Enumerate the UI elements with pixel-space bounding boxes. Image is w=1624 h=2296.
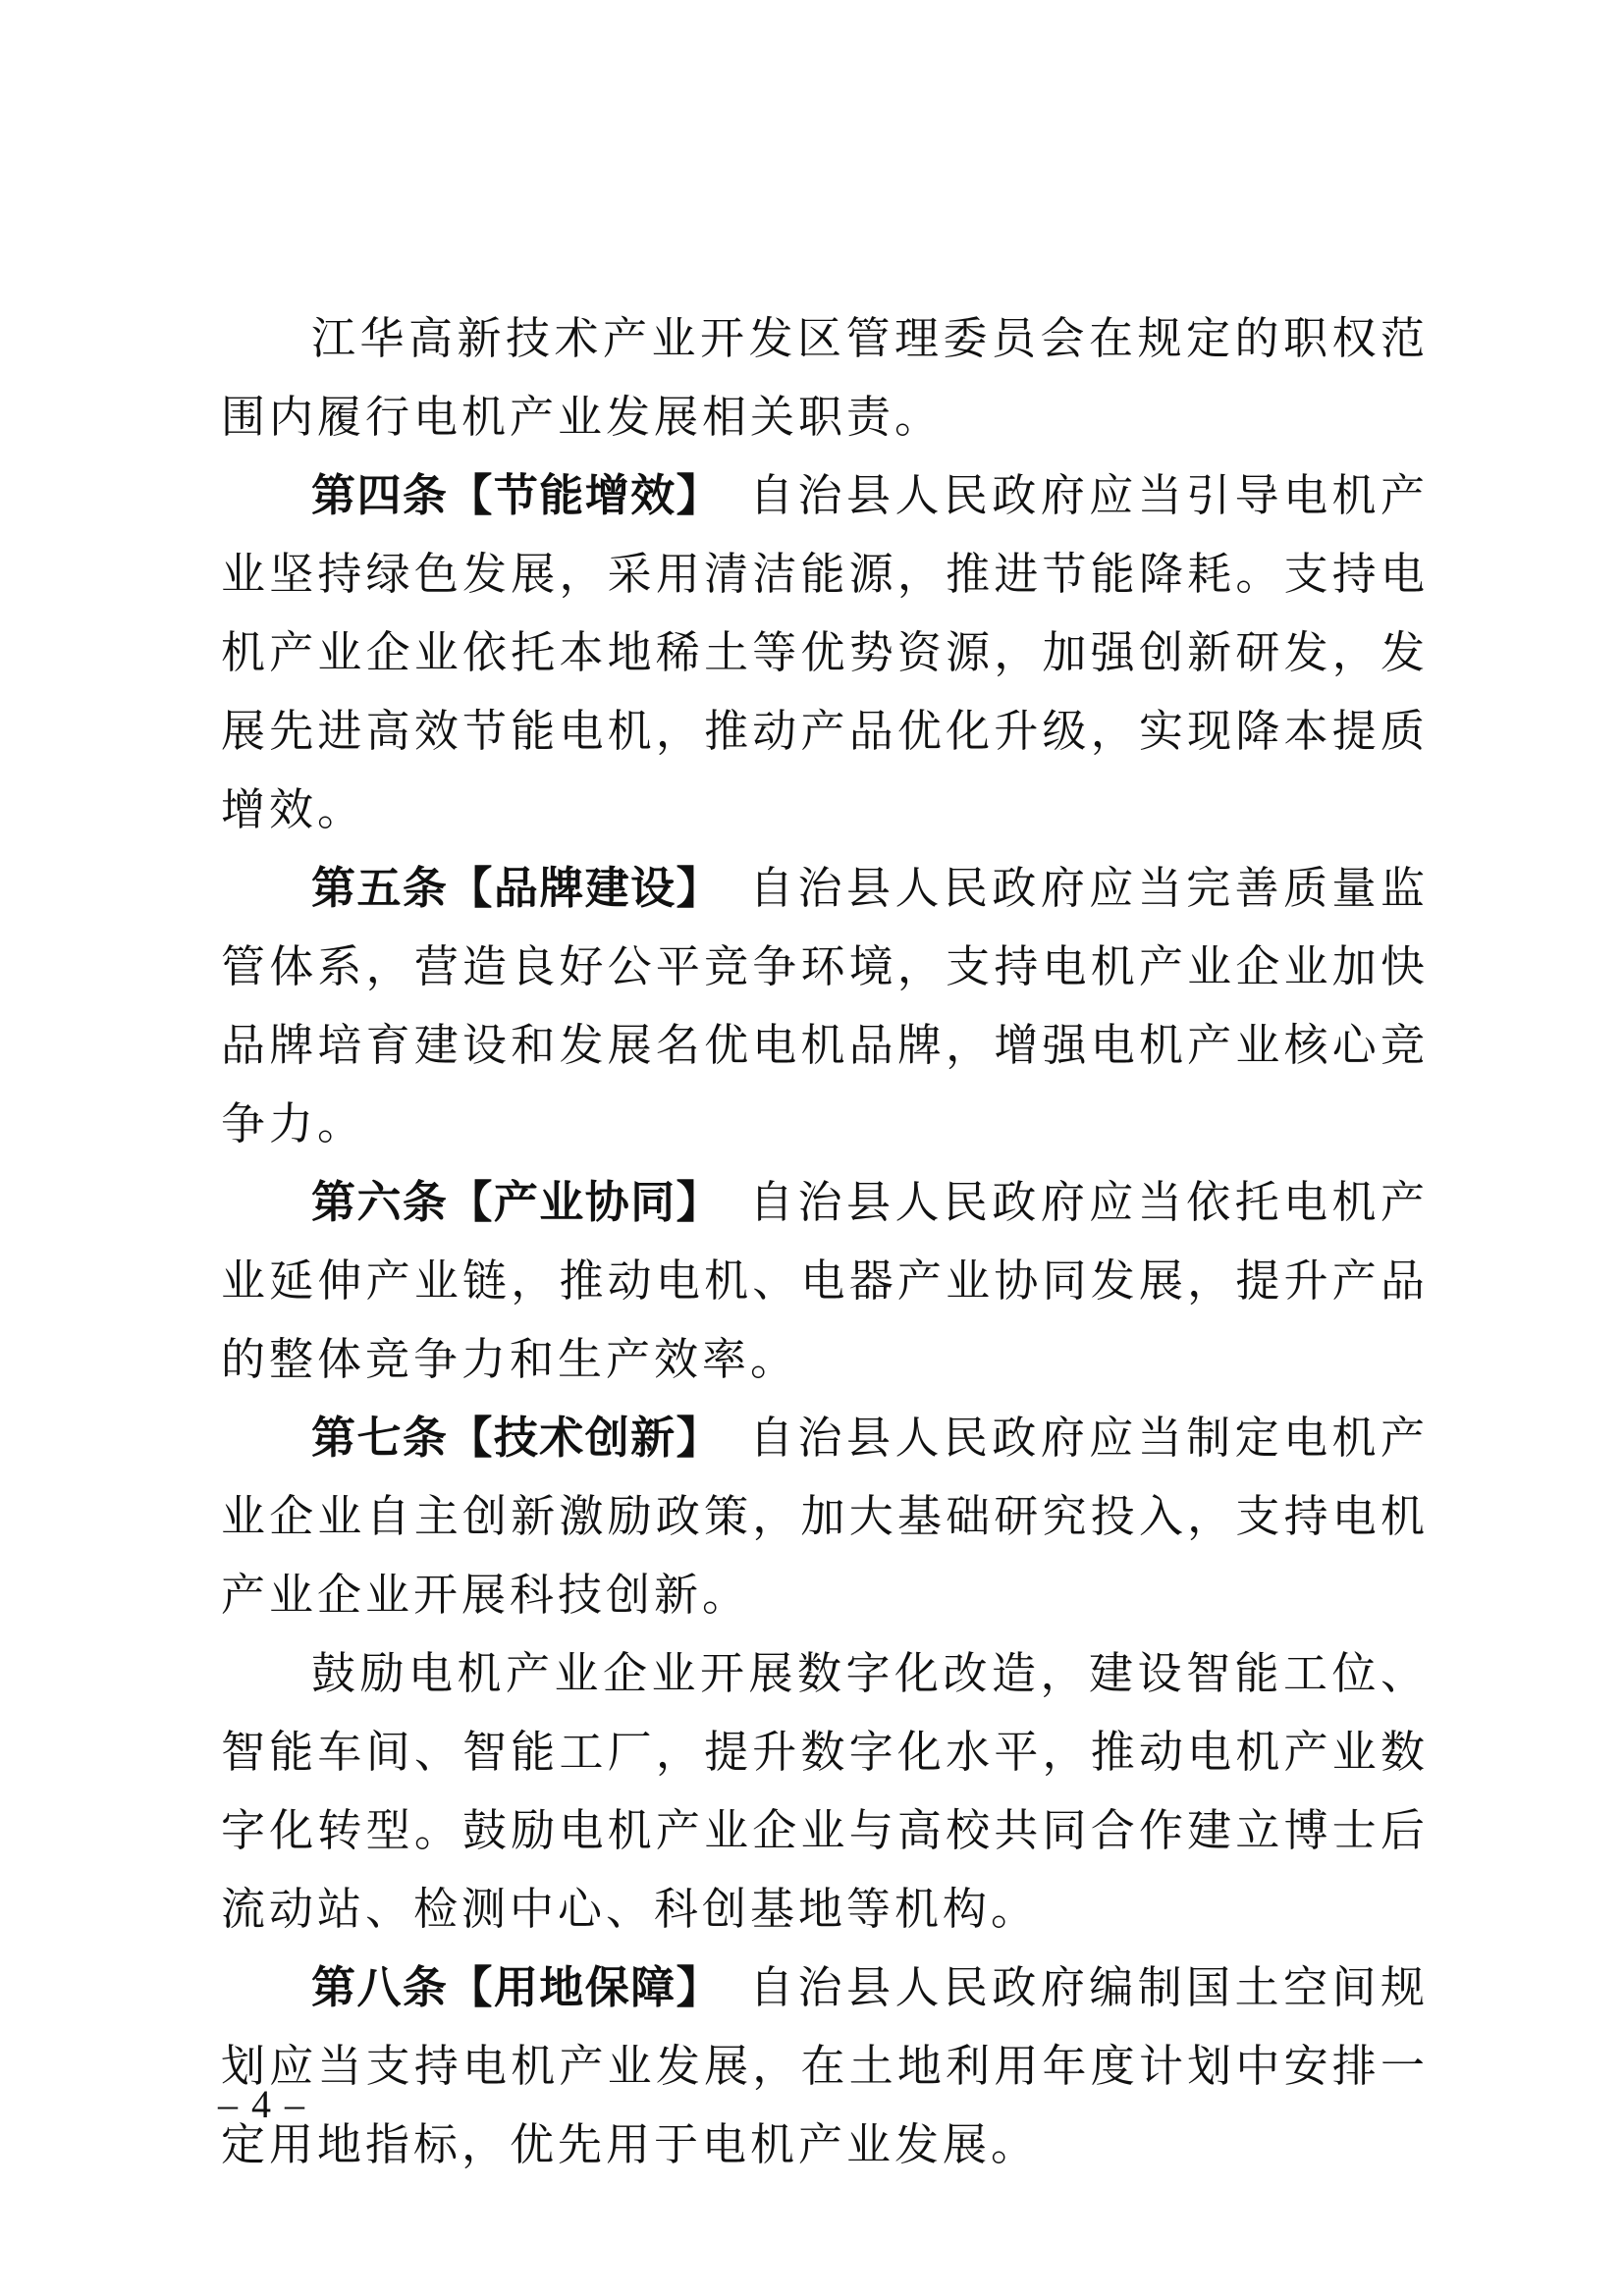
- article-paragraph: [221, 1163, 1429, 1399]
- article-text: 自治县人民政府应当依托电机产业延伸产业链，推动电机、电器产业协同发展，提升产品的整体竞争力和生产效率。: [221, 1176, 1429, 1385]
- article-text: 自治县人民政府应当完善质量监管体系，营造良好公平竞争环境，支持电机产业企业加快品牌培育建设和发展名优电机品牌，增强电机产业核心竞争力。: [221, 862, 1429, 1149]
- article-heading: 第六条【产业协同】: [311, 1176, 723, 1228]
- article-paragraph: [221, 1399, 1429, 1634]
- article-heading: 第八条【用地保障】: [311, 1961, 723, 2013]
- article-paragraph: [221, 456, 1429, 849]
- article-heading: 第四条【节能增效】: [311, 469, 723, 521]
- paragraph-text: 鼓励电机产业企业开展数字化改造，建设智能工位、智能车间、智能工厂，提升数字化水平，推动电机产业数字化转型。鼓励电机产业企业与高校共同合作建立博士后流动站、检测中心、科创基地等机构。: [221, 1647, 1429, 1935]
- article-heading: 第五条【品牌建设】: [311, 862, 723, 914]
- paragraph: [221, 299, 1429, 456]
- article-heading: 第七条【技术创新】: [311, 1412, 723, 1464]
- article-paragraph: [221, 849, 1429, 1163]
- article-paragraph: [221, 1949, 1429, 2184]
- article-text: 自治县人民政府应当制定电机产业企业自主创新激励政策，加大基础研究投入，支持电机产业企业开展科技创新。: [221, 1412, 1429, 1621]
- article-text: 自治县人民政府应当引导电机产业坚持绿色发展，采用清洁能源，推进节能降耗。支持电机产业企业依托本地稀土等优势资源，加强创新研发，发展先进高效节能电机，推动产品优化升级，实现降本提质增效。: [221, 469, 1429, 835]
- page-number: – 4 –: [218, 2082, 306, 2126]
- paragraph-text: 江华高新技术产业开发区管理委员会在规定的职权范围内履行电机产业发展相关职责。: [221, 312, 1429, 443]
- document-body: [221, 299, 1429, 2184]
- paragraph: [221, 1634, 1429, 1949]
- article-text: 自治县人民政府编制国土空间规划应当支持电机产业发展，在土地利用年度计划中安排一定用地指标，优先用于电机产业发展。: [221, 1961, 1429, 2170]
